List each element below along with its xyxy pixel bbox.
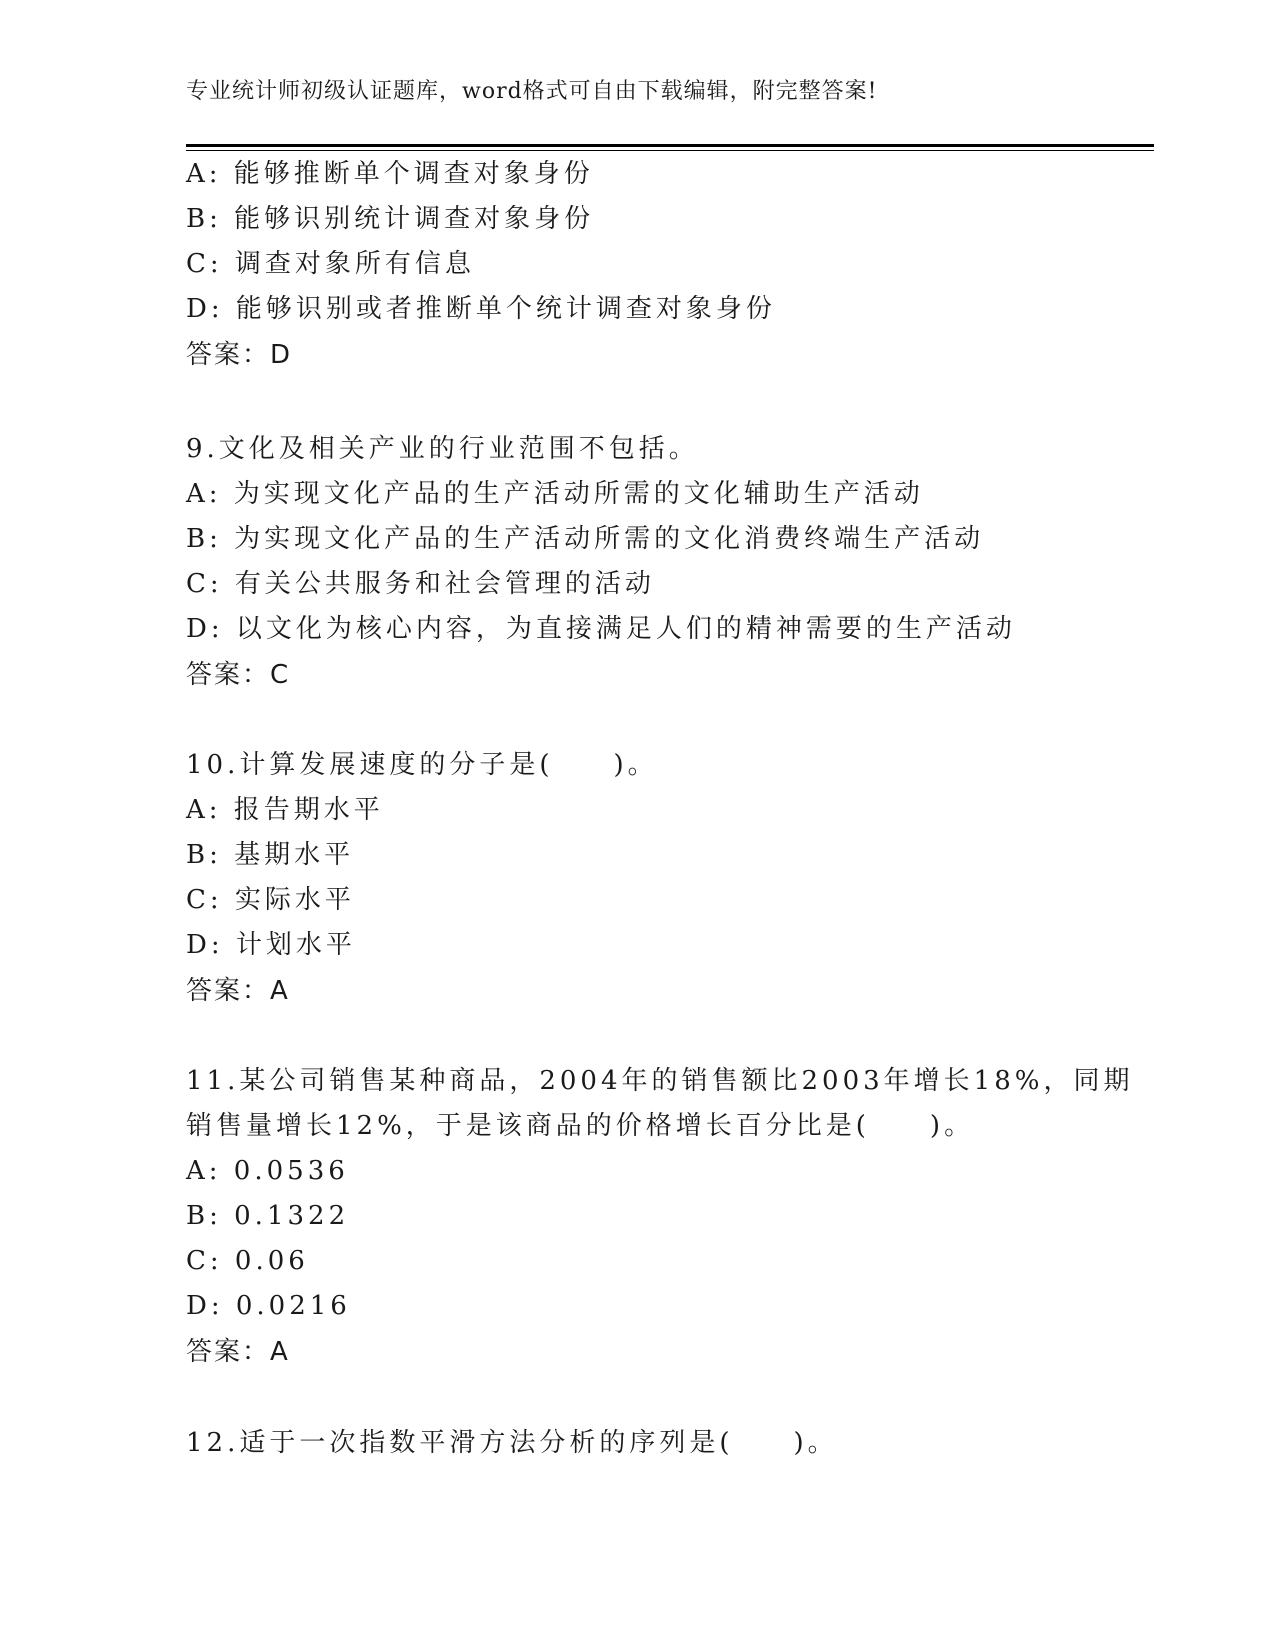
answer: 答案：D <box>186 340 293 370</box>
answer: 答案：C <box>186 660 291 690</box>
option-b: B: 能够识别统计调查对象身份 <box>186 204 595 234</box>
option-d: D: 以文化为核心内容，为直接满足人们的精神需要的生产活动 <box>186 614 1016 644</box>
question-11-cont: 销售量增长12%，于是该商品的价格增长百分比是( )。 <box>186 1111 975 1141</box>
question-11: 11.某公司销售某种商品，2004年的销售额比2003年增长18%，同期 <box>186 1066 1134 1096</box>
question-10: 10.计算发展速度的分子是( )。 <box>186 750 658 780</box>
answer: 答案：A <box>186 976 290 1006</box>
option-c: C: 有关公共服务和社会管理的活动 <box>186 569 655 599</box>
option-a: A: 为实现文化产品的生产活动所需的文化辅助生产活动 <box>186 479 924 509</box>
option-b: B: 为实现文化产品的生产活动所需的文化消费终端生产活动 <box>186 524 985 554</box>
answer: 答案：A <box>186 1337 290 1367</box>
option-c: C: 调查对象所有信息 <box>186 249 475 279</box>
option-b: B: 基期水平 <box>186 840 355 870</box>
option-a: A: 0.0536 <box>186 1156 349 1186</box>
header-rule-thick <box>186 144 1154 147</box>
question-12: 12.适于一次指数平滑方法分析的序列是( )。 <box>186 1428 838 1458</box>
header-rule-thin <box>186 150 1154 151</box>
option-d: D: 能够识别或者推断单个统计调查对象身份 <box>186 294 776 324</box>
question-9: 9.文化及相关产业的行业范围不包括。 <box>186 434 699 464</box>
page-header: 专业统计师初级认证题库，word格式可自由下载编辑，附完整答案! <box>186 79 878 104</box>
option-d: D: 计划水平 <box>186 930 356 960</box>
option-c: C: 实际水平 <box>186 885 355 915</box>
option-a: A: 报告期水平 <box>186 795 384 825</box>
option-a: A: 能够推断单个调查对象身份 <box>186 159 594 189</box>
option-c: C: 0.06 <box>186 1246 309 1276</box>
option-b: B: 0.1322 <box>186 1201 350 1231</box>
option-d: D: 0.0216 <box>186 1291 351 1321</box>
